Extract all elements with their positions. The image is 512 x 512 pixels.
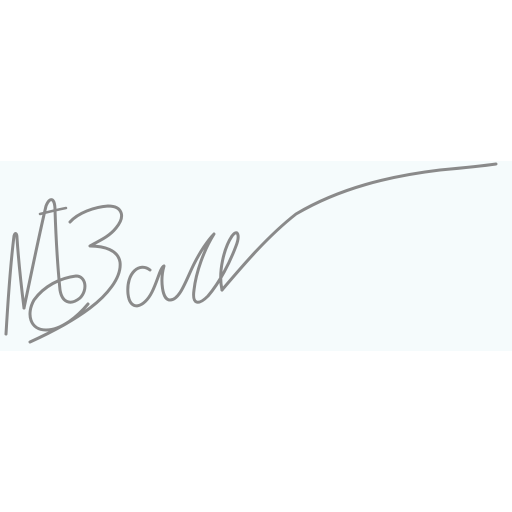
signature-stroke-b bbox=[30, 206, 122, 342]
signature-stroke-tick bbox=[6, 234, 24, 334]
signature-ink-strokes bbox=[6, 164, 496, 342]
signature-stroke-tail bbox=[222, 164, 496, 290]
signature-stroke-ell bbox=[128, 233, 238, 306]
signature-stroke-loop bbox=[24, 200, 88, 330]
